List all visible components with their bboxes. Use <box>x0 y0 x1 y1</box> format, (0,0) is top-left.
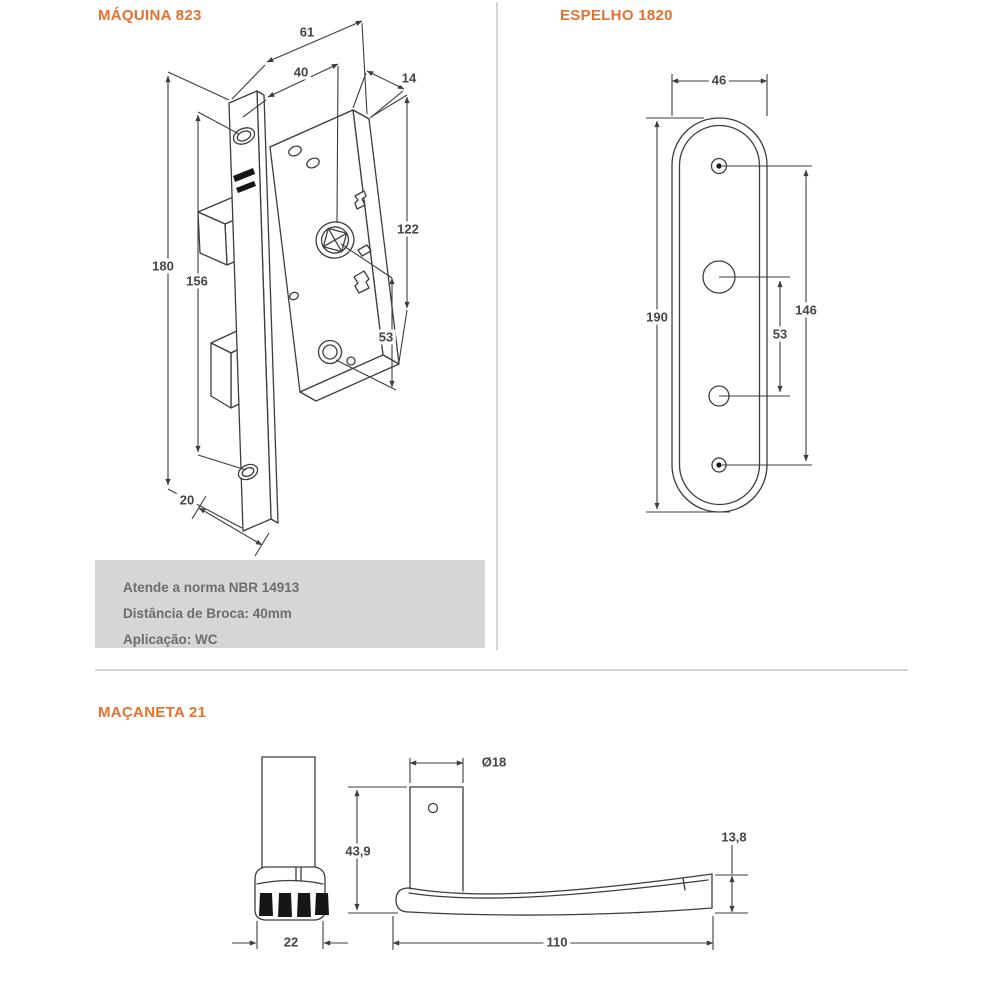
section-title-espelho: ESPELHO 1820 <box>560 7 673 24</box>
handle-side-view <box>396 787 712 915</box>
handle-drawing <box>232 757 748 950</box>
spec-norma: Atende a norma NBR 14913 <box>123 580 300 595</box>
handle-dimension-lines <box>232 758 748 950</box>
dim-label-156: 156 <box>183 274 211 289</box>
dim-label-14: 14 <box>399 71 419 86</box>
lock-mechanism-drawing <box>168 21 407 556</box>
spec-info-box <box>95 560 485 648</box>
dim-label-20: 20 <box>177 493 197 508</box>
section-title-macaneta: MAÇANETA 21 <box>98 704 207 721</box>
dim-label-53-espelho: 53 <box>770 327 790 342</box>
dim-label-43-9: 43,9 <box>342 844 373 859</box>
dim-label-13-8: 13,8 <box>718 830 749 845</box>
spec-aplicacao: Aplicação: WC <box>123 632 218 647</box>
dim-label-46: 46 <box>709 73 729 88</box>
dim-label-146: 146 <box>792 303 820 318</box>
handle-end-view <box>255 757 329 920</box>
dim-label-122: 122 <box>394 222 422 237</box>
horizontal-divider <box>95 669 908 671</box>
section-title-maquina: MÁQUINA 823 <box>98 7 202 24</box>
dim-label-110: 110 <box>544 935 571 950</box>
dim-label-180: 180 <box>149 259 177 274</box>
dim-label-190: 190 <box>643 310 671 325</box>
dim-label-22: 22 <box>281 935 301 950</box>
dim-label-40: 40 <box>291 65 311 80</box>
dim-label-61: 61 <box>297 25 317 40</box>
vertical-divider <box>496 2 498 650</box>
dim-label-53-lock: 53 <box>376 330 396 345</box>
spec-broca: Distância de Broca: 40mm <box>123 606 292 621</box>
dim-label-diameter-18: Ø18 <box>479 755 510 770</box>
escutcheon-plate-drawing <box>646 74 812 512</box>
